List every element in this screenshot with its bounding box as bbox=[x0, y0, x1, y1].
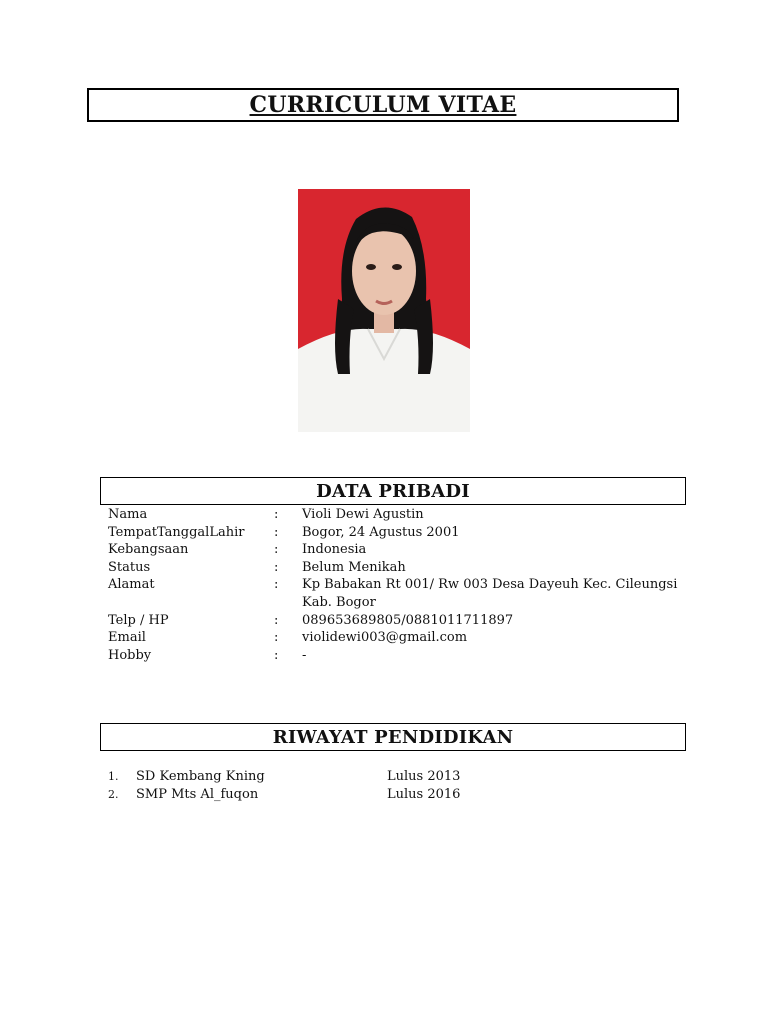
personal-data-heading: DATA PRIBADI bbox=[316, 480, 470, 502]
education-header bbox=[100, 723, 686, 751]
separator: : bbox=[274, 647, 279, 663]
separator: : bbox=[274, 612, 279, 628]
value-alamat-line1: Kp Babakan Rt 001/ Rw 003 Desa Dayeuh Kec. Cileungsi bbox=[302, 577, 678, 593]
face bbox=[352, 227, 416, 315]
value-status: Belum Menikah bbox=[302, 559, 406, 575]
shirt bbox=[298, 329, 470, 432]
right-eye bbox=[392, 264, 402, 270]
school-name: SMP Mts Al_fuqon bbox=[136, 787, 259, 802]
value-email: violidewi003@gmail.com bbox=[302, 630, 468, 646]
separator: : bbox=[274, 507, 279, 522]
label-email: Email bbox=[108, 630, 146, 646]
list-item bbox=[108, 786, 668, 804]
label-nama: Nama bbox=[108, 507, 148, 522]
separator: : bbox=[274, 577, 279, 593]
row-email bbox=[108, 629, 688, 647]
value-alamat bbox=[302, 576, 688, 611]
separator: : bbox=[274, 630, 279, 646]
portrait-image bbox=[298, 189, 470, 432]
personal-data-table bbox=[108, 506, 688, 664]
row-alamat bbox=[108, 576, 688, 611]
label-telp: Telp / HP bbox=[108, 612, 169, 628]
list-item bbox=[108, 768, 668, 786]
cv-title-box bbox=[87, 88, 679, 122]
list-number: 2. bbox=[108, 788, 119, 801]
value-alamat-line2: Kab. Bogor bbox=[302, 594, 376, 610]
personal-data-header bbox=[100, 477, 686, 505]
row-ttl bbox=[108, 524, 688, 542]
row-nama bbox=[108, 506, 688, 524]
value-nama: Violi Dewi Agustin bbox=[302, 507, 424, 522]
row-kebangsaan bbox=[108, 541, 688, 559]
row-status bbox=[108, 559, 688, 577]
value-hobby: - bbox=[302, 647, 307, 663]
separator: : bbox=[274, 542, 279, 558]
separator: : bbox=[274, 559, 279, 575]
education-heading: RIWAYAT PENDIDIKAN bbox=[272, 726, 514, 748]
label-hobby: Hobby bbox=[108, 647, 152, 663]
label-alamat: Alamat bbox=[108, 577, 155, 593]
cv-title: CURRICULUM VITAE bbox=[249, 92, 517, 118]
left-eye bbox=[366, 264, 376, 270]
row-hobby bbox=[108, 647, 688, 665]
value-ttl: Bogor, 24 Agustus 2001 bbox=[302, 524, 460, 540]
graduation-year: Lulus 2016 bbox=[387, 787, 461, 802]
list-number: 1. bbox=[108, 770, 119, 783]
education-list bbox=[108, 768, 668, 804]
label-kebangsaan: Kebangsaan bbox=[108, 542, 189, 558]
value-telp: 089653689805/0881011711897 bbox=[302, 612, 514, 628]
profile-photo bbox=[298, 189, 470, 432]
label-ttl: TempatTanggalLahir bbox=[108, 524, 245, 540]
separator: : bbox=[274, 524, 279, 540]
school-name: SD Kembang Kning bbox=[136, 769, 265, 784]
graduation-year: Lulus 2013 bbox=[387, 769, 461, 784]
row-telp bbox=[108, 612, 688, 630]
label-status: Status bbox=[108, 559, 151, 575]
value-kebangsaan: Indonesia bbox=[302, 542, 367, 558]
